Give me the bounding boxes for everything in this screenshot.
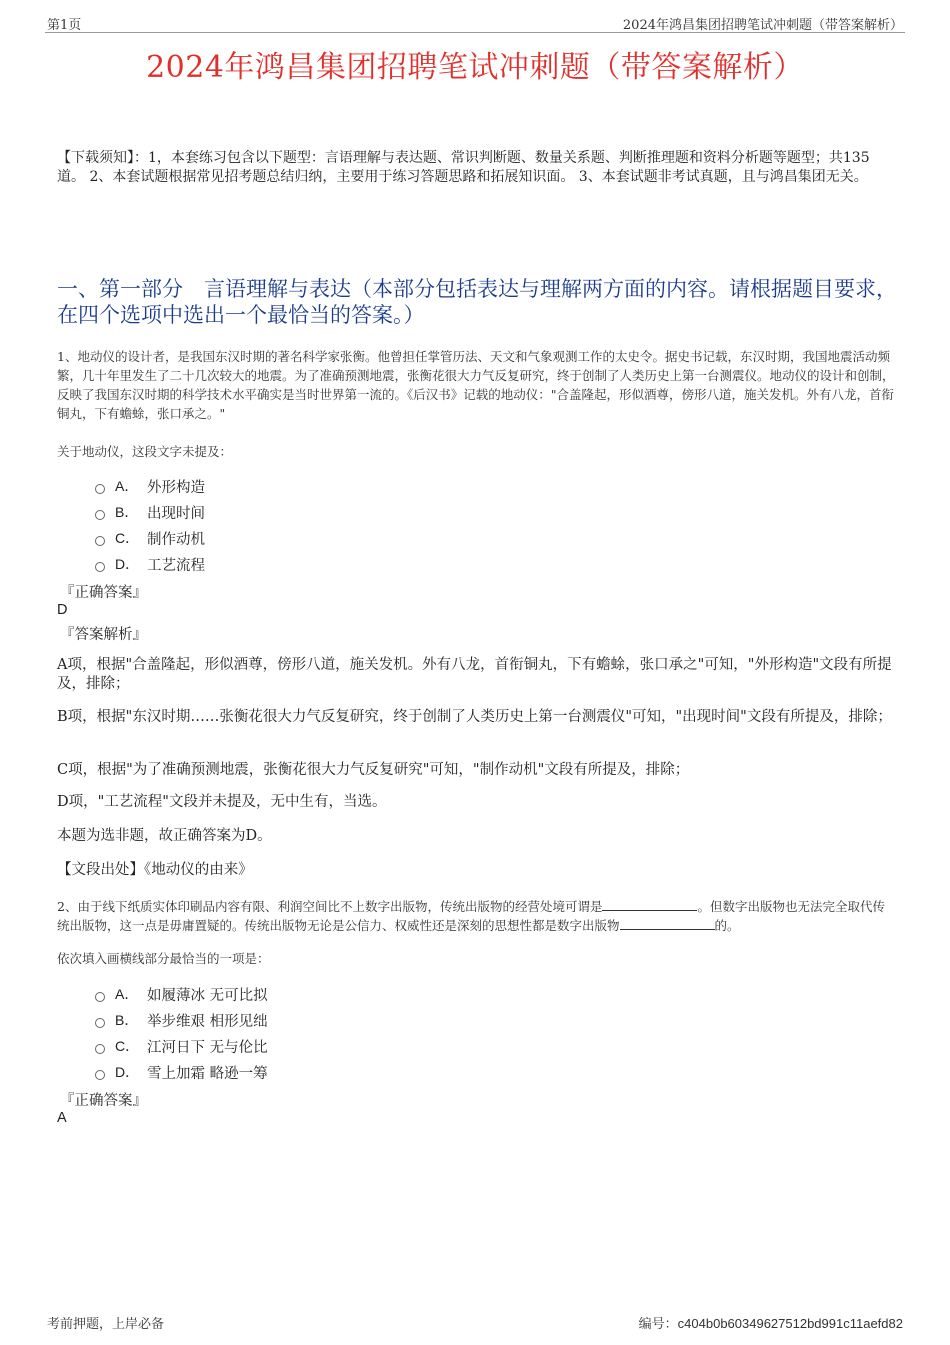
q1-option-c[interactable] (95, 525, 205, 551)
q2-option-c[interactable] (95, 1033, 268, 1059)
q2-passage-part-3: 的。 (714, 918, 740, 933)
q2-options (95, 981, 268, 1085)
header-divider (45, 32, 905, 33)
q2-passage (57, 897, 897, 935)
q1-analysis-a: A项，根据"合盖隆起，形似酒尊，傍形八道，施关发机。外有八龙，首衔铜丸，下有蟾蜍，张口承之"可知，"外形构造"文段有所提及，排除； (57, 657, 892, 692)
option-letter: A． (115, 986, 139, 1002)
radio-icon[interactable] (95, 1070, 105, 1080)
q2-option-d[interactable] (95, 1059, 268, 1085)
header-doc-title: 2024年鸿昌集团招聘笔试冲刺题（带答案解析） (622, 18, 903, 33)
q1-answer: D (57, 602, 68, 618)
q2-option-a[interactable] (95, 981, 268, 1007)
q1-options (95, 473, 205, 577)
option-text: 如履薄冰 无可比拟 (147, 987, 268, 1004)
option-text: 雪上加霜 略逊一筹 (147, 1065, 268, 1082)
q1-analysis-c: C项，根据"为了准确预测地震，张衡花很大力气反复研究"可知，"制作动机"文段有所提及，排除； (57, 762, 690, 778)
section-heading: 一、第一部分 言语理解与表达（本部分包括表达与理解两方面的内容。请根据题目要求，在四个选项中选出一个最恰当的答案。） (57, 277, 897, 327)
q1-question: 关于地动仪，这段文字未提及： (57, 444, 233, 459)
radio-icon[interactable] (95, 1018, 105, 1028)
q1-option-b[interactable] (95, 499, 205, 525)
option-letter: D． (115, 556, 140, 572)
radio-icon[interactable] (95, 992, 105, 1002)
q1-analysis-b: B项，根据"东汉时期……张衡花很大力气反复研究，终于创制了人类历史上第一台测震仪"可知，"出现时间"文段有所提及，排除； (57, 709, 892, 725)
q1-conclusion: 本题为选非题，故正确答案为D。 (57, 828, 272, 844)
footer-slogan: 考前押题，上岸必备 (47, 1317, 165, 1332)
q1-option-a[interactable] (95, 473, 205, 499)
radio-icon[interactable] (95, 1044, 105, 1054)
q1-source: 【文段出处】《地动仪的由来》 (57, 862, 253, 878)
fill-blank-1 (602, 898, 697, 911)
q1-option-d[interactable] (95, 551, 205, 577)
q1-passage: 1、地动仪的设计者，是我国东汉时期的著名科学家张衡。他曾担任掌管历法、天文和气象观测工作的太史令。据史书记载，东汉时期，我国地震活动频繁，几十年里发生了二十几次较大的地震。为了准确预测地震，张衡花很大力气反复研究，终于创制了人类历史上第一台测震仪。地动仪的设计和创制，反映了我国东汉时期的科学技术水平确实是当时世界第一流的。《后汉书》记载的地动仪："合盖隆起，形似酒尊，傍形八道，施关发机。外有八龙，首衔铜丸，下有蟾蜍，张口承之。" (57, 349, 895, 421)
q2-answer: A (57, 1110, 67, 1126)
option-text: 外形构造 (147, 479, 205, 496)
q2-option-b[interactable] (95, 1007, 268, 1033)
q1-analysis-label: 『答案解析』 (60, 627, 147, 643)
radio-icon[interactable] (95, 510, 105, 520)
q2-passage-part-1: 2、由于线下纸质实体印刷品内容有限、利润空间比不上数字出版物，传统出版物的经营处境可谓是 (57, 899, 603, 914)
option-letter: C． (115, 1038, 140, 1054)
option-text: 江河日下 无与伦比 (147, 1039, 268, 1056)
option-letter: B． (115, 504, 139, 520)
radio-icon[interactable] (95, 562, 105, 572)
radio-icon[interactable] (95, 536, 105, 546)
q2-answer-label: 『正确答案』 (60, 1093, 147, 1109)
radio-icon[interactable] (95, 484, 105, 494)
q2-passage-part-2: 。但数字出版物也无法完全取代传统出版物，这一点是毋庸置疑的。传统出版物无论是公信力、权威性还是深刻的思想性都是数字出版物 (57, 899, 885, 933)
footer-code-label: 编号： (638, 1317, 678, 1332)
download-notice: 【下载须知】：1，本套练习包含以下题型：言语理解与表达题、常识判断题、数量关系题、判断推理题和资料分析题等题型；共135道。 2、本套试题根据常见招考题总结归纳，主要用于练习答题思路和拓展知识面。 3、本套试题非考试真题，且与鸿昌集团无关。 (57, 150, 870, 185)
footer-code (639, 1313, 903, 1332)
option-text: 工艺流程 (147, 557, 205, 574)
option-letter: C． (115, 530, 140, 546)
option-text: 出现时间 (147, 505, 205, 522)
footer-code-value: c404b0b60349627512bd991c11aefd82 (677, 1316, 903, 1331)
page-number: 第1页 (47, 18, 82, 33)
option-letter: A． (115, 478, 139, 494)
q1-analysis-d: D项，"工艺流程"文段并未提及，无中生有，当选。 (57, 794, 387, 810)
fill-blank-2 (620, 917, 715, 930)
option-text: 举步维艰 相形见绌 (147, 1013, 268, 1030)
option-letter: B． (115, 1012, 139, 1028)
option-text: 制作动机 (147, 531, 205, 548)
q2-question: 依次填入画横线部分最恰当的一项是： (57, 951, 270, 966)
q1-answer-label: 『正确答案』 (60, 585, 147, 601)
page-title: 2024年鸿昌集团招聘笔试冲刺题（带答案解析） (146, 50, 804, 85)
option-letter: D． (115, 1064, 140, 1080)
